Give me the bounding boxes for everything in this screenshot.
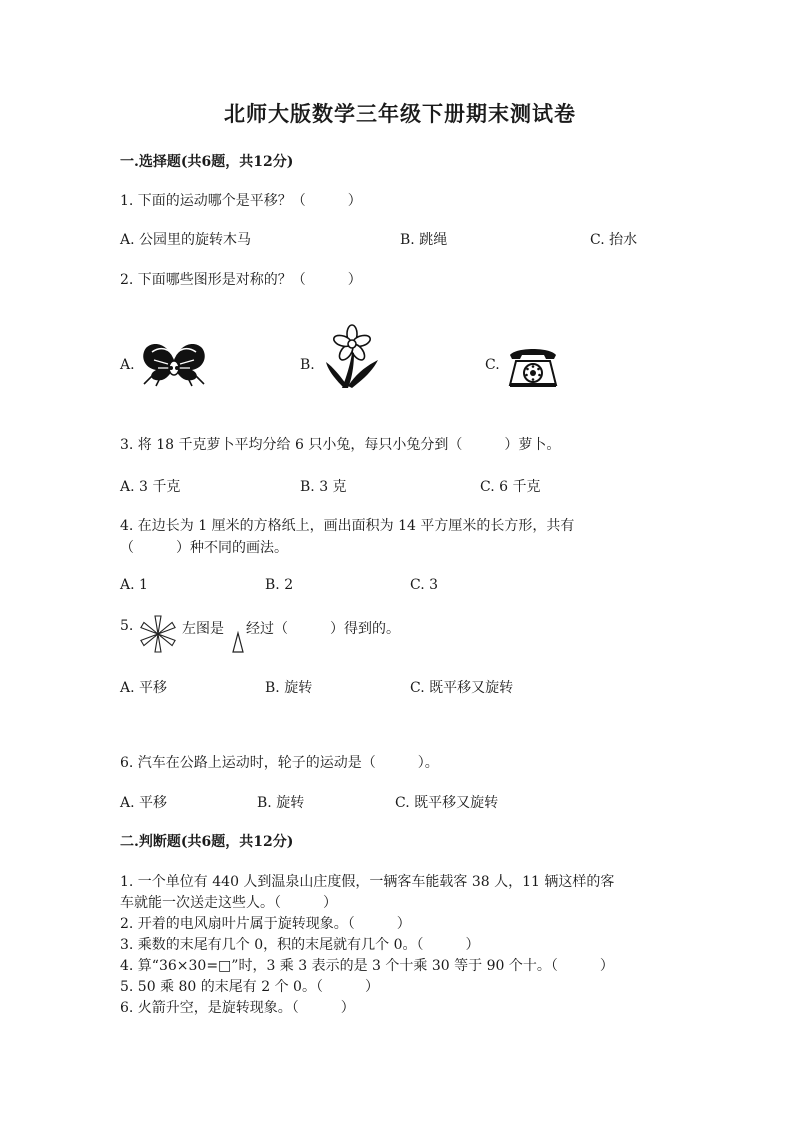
q6-option-c: C. 既平移又旋转 xyxy=(395,795,499,811)
judge-item-2: 2. 开着的电风扇叶片属于旋转现象。（ ） xyxy=(120,916,411,932)
page-title: 北师大版数学三年级下册期末测试卷 xyxy=(224,101,576,126)
question-5-number: 5. xyxy=(120,618,134,634)
butterfly-icon xyxy=(138,338,210,386)
judge-item-1a: 1. 一个单位有 440 人到温泉山庄度假，一辆客车能载客 38 人，11 辆这样的客 xyxy=(120,874,615,890)
q5-option-b: B. 旋转 xyxy=(265,680,313,696)
question-4-line2: （ ）种不同的画法。 xyxy=(120,540,288,556)
q6-option-a: A. 平移 xyxy=(120,795,168,811)
q4-option-a: A. 1 xyxy=(120,577,148,593)
triangle-icon xyxy=(231,632,245,654)
judge-item-6: 6. 火箭升空，是旋转现象。（ ） xyxy=(120,1000,355,1016)
question-5-text-b: 经过（ ）得到的。 xyxy=(246,621,400,637)
question-3: 3. 将 18 千克萝卜平均分给 6 只小兔，每只小兔分到（ ）萝卜。 xyxy=(120,437,561,453)
judge-item-3: 3. 乘数的末尾有几个 0，积的末尾就有几个 0。（ ） xyxy=(120,937,480,953)
question-4-line1: 4. 在边长为 1 厘米的方格纸上，画出面积为 14 平方厘米的长方形，共有 xyxy=(120,518,575,534)
q3-option-c: C. 6 千克 xyxy=(480,479,541,495)
question-5-text-a: 左图是 xyxy=(182,621,224,637)
question-1: 1. 下面的运动哪个是平移？（ ） xyxy=(120,193,362,209)
flower-icon xyxy=(322,326,382,392)
pinwheel-icon xyxy=(136,614,180,654)
q2-option-b: B. xyxy=(300,357,315,373)
question-2: 2. 下面哪些图形是对称的？（ ） xyxy=(120,272,362,288)
q1-option-c: C. 抬水 xyxy=(590,232,638,248)
q4-option-b: B. 2 xyxy=(265,577,294,593)
q1-option-a: A. 公园里的旋转木马 xyxy=(120,232,252,248)
q6-option-b: B. 旋转 xyxy=(257,795,305,811)
q5-option-a: A. 平移 xyxy=(120,680,168,696)
judge-item-4: 4. 算“36×30=□”时，3 乘 3 表示的是 3 个十乘 30 等于 90 个十。（ ） xyxy=(120,958,614,974)
judge-item-1b: 车就能一次送走这些人。（ ） xyxy=(120,895,337,911)
q2-option-a: A. xyxy=(120,357,135,373)
section-heading-choice: 一.选择题(共6题，共12分) xyxy=(120,154,294,170)
question-6: 6. 汽车在公路上运动时，轮子的运动是（ ）。 xyxy=(120,755,439,771)
q3-option-b: B. 3 克 xyxy=(300,479,347,495)
q1-option-b: B. 跳绳 xyxy=(400,232,448,248)
section-heading-judge: 二.判断题(共6题，共12分) xyxy=(120,834,294,850)
q3-option-a: A. 3 千克 xyxy=(120,479,181,495)
telephone-icon xyxy=(506,345,560,389)
judge-item-5: 5. 50 乘 80 的末尾有 2 个 0。（ ） xyxy=(120,979,379,995)
q4-option-c: C. 3 xyxy=(410,577,439,593)
q5-option-c: C. 既平移又旋转 xyxy=(410,680,514,696)
q2-option-c: C. xyxy=(485,357,500,373)
